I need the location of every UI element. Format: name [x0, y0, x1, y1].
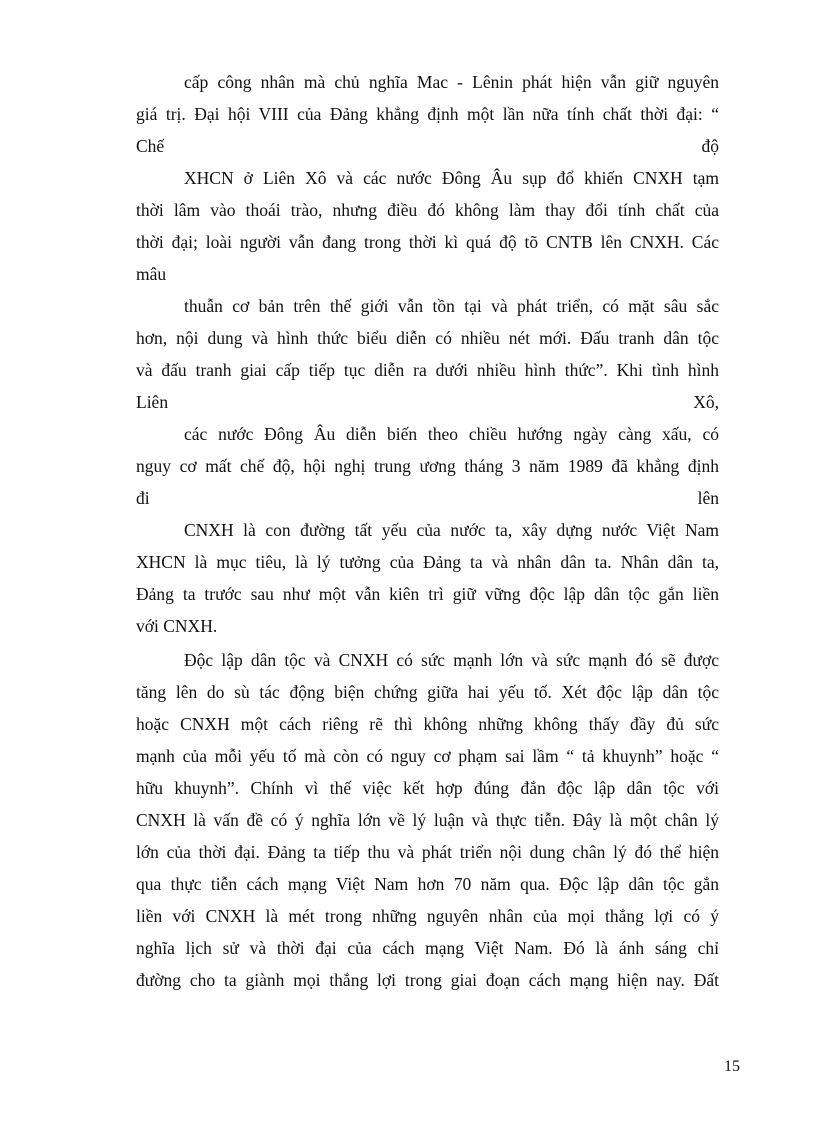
text-line: XHCN là mục tiêu, là lý tưởng của Đảng ta và nhân dân ta. Nhân dân ta,: [136, 552, 719, 572]
text-line: Liên Xô,: [136, 392, 719, 412]
text-line: các nước Đông Âu diễn biến theo chiều hướng ngày càng xấu, có: [184, 424, 719, 444]
text-line: mâu: [136, 264, 167, 284]
body-text: [136, 66, 719, 996]
text-line: với CNXH.: [136, 616, 218, 636]
text-line: nguy cơ mất chế độ, hội nghị trung ương tháng 3 năm 1989 đã khẳng định: [136, 456, 719, 476]
text-line: XHCN ở Liên Xô và các nước Đông Âu sụp đổ khiến CNXH tạm: [184, 168, 719, 188]
text-line: hữu khuynh”. Chính vì thế việc kết hợp đúng đắn độc lập dân tộc với: [136, 778, 719, 798]
text-line: thời lâm vào thoái trào, nhưng điều đó không làm thay đổi tính chất của: [136, 200, 719, 220]
text-line: thời đại; loài người vẫn đang trong thời kì quá độ tõ CNTB lên CNXH. Các: [136, 232, 719, 252]
text-line: hơn, nội dung và hình thức biểu diễn có nhiều nét mới. Đấu tranh dân tộc: [136, 328, 719, 348]
text-line: Độc lập dân tộc và CNXH có sức mạnh lớn và sức mạnh đó sẽ được: [184, 650, 719, 670]
page-number: 15: [724, 1058, 740, 1075]
text-line: đường cho ta giành mọi thắng lợi trong giai đoạn cách mạng hiện nay. Đất: [136, 970, 719, 990]
text-line: và đấu tranh giai cấp tiếp tục diễn ra dưới nhiều hình thức”. Khi tình hình: [136, 360, 719, 380]
text-line: lớn của thời đại. Đảng ta tiếp thu và phát triển nội dung chân lý đó thể hiện: [136, 842, 719, 862]
text-line: CNXH là vấn đề có ý nghĩa lớn về lý luận và thực tiễn. Đây là một chân lý: [136, 810, 719, 830]
text-line: Chế độ: [136, 136, 719, 156]
text-line: nghĩa lịch sử và thời đại của cách mạng Việt Nam. Đó là ánh sáng chỉ: [136, 938, 719, 958]
text-line: qua thực tiễn cách mạng Việt Nam hơn 70 năm qua. Độc lập dân tộc gắn: [136, 874, 719, 894]
text-line: mạnh của mỗi yếu tố mà còn có nguy cơ phạm sai lầm “ tả khuynh” hoặc “: [136, 746, 719, 766]
text-line: hoặc CNXH một cách riêng rẽ thì không những không thấy đầy đủ sức: [136, 714, 719, 734]
text-line: giá trị. Đại hội VIII của Đảng khẳng định một lần nữa tính chất thời đại: “: [136, 104, 719, 124]
text-line: liền với CNXH là mét trong những nguyên nhân của mọi thắng lợi có ý: [136, 906, 719, 926]
text-line: đi lên: [136, 488, 719, 508]
text-line: thuẫn cơ bản trên thế giới vẫn tồn tại và phát triển, có mặt sâu sắc: [184, 296, 719, 316]
text-line: CNXH là con đường tất yếu của nước ta, xây dựng nước Việt Nam: [184, 520, 719, 540]
text-line: Đảng ta trước sau như một vẫn kiên trì giữ vững độc lập dân tộc gắn liền: [136, 584, 719, 604]
text-line: cấp công nhân mà chủ nghĩa Mac - Lênin phát hiện vẫn giữ nguyên: [184, 72, 719, 92]
text-line: tăng lên do sù tác động biện chứng giữa hai yếu tố. Xét độc lập dân tộc: [136, 682, 719, 702]
